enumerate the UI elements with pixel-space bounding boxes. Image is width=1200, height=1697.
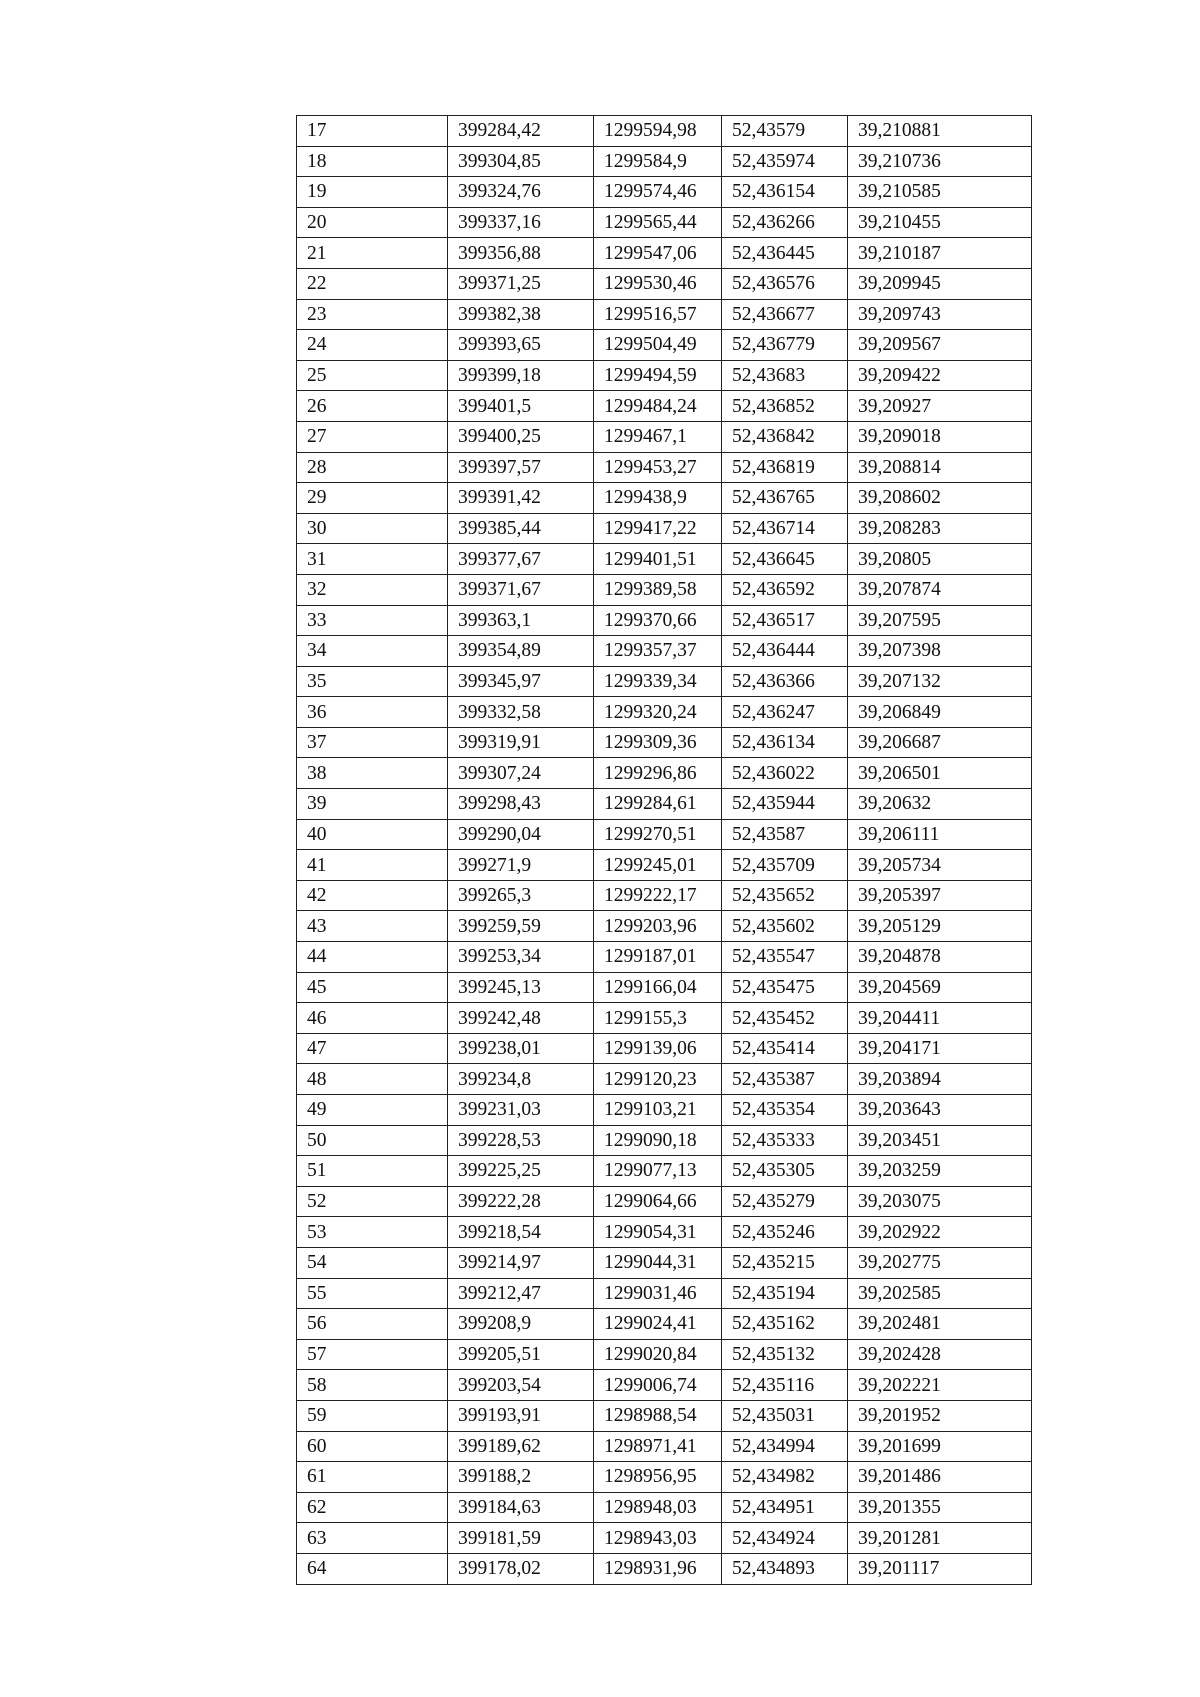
latitude-cell: 52,436645 bbox=[722, 544, 848, 575]
table-row bbox=[297, 1492, 1032, 1523]
latitude-cell: 52,436022 bbox=[722, 758, 848, 789]
longitude-cell: 39,210881 bbox=[848, 116, 1032, 147]
latitude-cell: 52,435387 bbox=[722, 1064, 848, 1095]
x-coordinate-cell: 399242,48 bbox=[448, 1003, 594, 1034]
longitude-cell: 39,203643 bbox=[848, 1095, 1032, 1126]
table-row bbox=[297, 391, 1032, 422]
table-row bbox=[297, 1033, 1032, 1064]
y-coordinate-cell: 1299166,04 bbox=[594, 972, 722, 1003]
y-coordinate-cell: 1299054,31 bbox=[594, 1217, 722, 1248]
x-coordinate-cell: 399332,58 bbox=[448, 697, 594, 728]
x-coordinate-cell: 399188,2 bbox=[448, 1462, 594, 1493]
y-coordinate-cell: 1299090,18 bbox=[594, 1125, 722, 1156]
y-coordinate-cell: 1299504,49 bbox=[594, 330, 722, 361]
latitude-cell: 52,434951 bbox=[722, 1492, 848, 1523]
table-row bbox=[297, 605, 1032, 636]
table-row bbox=[297, 850, 1032, 881]
point-number-cell: 25 bbox=[297, 360, 448, 391]
latitude-cell: 52,435333 bbox=[722, 1125, 848, 1156]
y-coordinate-cell: 1298988,54 bbox=[594, 1400, 722, 1431]
latitude-cell: 52,436576 bbox=[722, 268, 848, 299]
longitude-cell: 39,207595 bbox=[848, 605, 1032, 636]
x-coordinate-cell: 399337,16 bbox=[448, 207, 594, 238]
x-coordinate-cell: 399290,04 bbox=[448, 819, 594, 850]
table-row bbox=[297, 1247, 1032, 1278]
y-coordinate-cell: 1299494,59 bbox=[594, 360, 722, 391]
point-number-cell: 35 bbox=[297, 666, 448, 697]
latitude-cell: 52,435132 bbox=[722, 1339, 848, 1370]
point-number-cell: 19 bbox=[297, 177, 448, 208]
point-number-cell: 52 bbox=[297, 1186, 448, 1217]
longitude-cell: 39,206111 bbox=[848, 819, 1032, 850]
latitude-cell: 52,436819 bbox=[722, 452, 848, 483]
x-coordinate-cell: 399307,24 bbox=[448, 758, 594, 789]
point-number-cell: 31 bbox=[297, 544, 448, 575]
point-number-cell: 57 bbox=[297, 1339, 448, 1370]
point-number-cell: 49 bbox=[297, 1095, 448, 1126]
point-number-cell: 30 bbox=[297, 513, 448, 544]
x-coordinate-cell: 399399,18 bbox=[448, 360, 594, 391]
table-row bbox=[297, 483, 1032, 514]
x-coordinate-cell: 399178,02 bbox=[448, 1553, 594, 1584]
longitude-cell: 39,202221 bbox=[848, 1370, 1032, 1401]
point-number-cell: 18 bbox=[297, 146, 448, 177]
x-coordinate-cell: 399205,51 bbox=[448, 1339, 594, 1370]
latitude-cell: 52,436134 bbox=[722, 727, 848, 758]
table-row bbox=[297, 116, 1032, 147]
longitude-cell: 39,207132 bbox=[848, 666, 1032, 697]
y-coordinate-cell: 1299516,57 bbox=[594, 299, 722, 330]
latitude-cell: 52,436779 bbox=[722, 330, 848, 361]
latitude-cell: 52,435709 bbox=[722, 850, 848, 881]
latitude-cell: 52,434994 bbox=[722, 1431, 848, 1462]
point-number-cell: 64 bbox=[297, 1553, 448, 1584]
y-coordinate-cell: 1298931,96 bbox=[594, 1553, 722, 1584]
point-number-cell: 17 bbox=[297, 116, 448, 147]
point-number-cell: 38 bbox=[297, 758, 448, 789]
y-coordinate-cell: 1298948,03 bbox=[594, 1492, 722, 1523]
table-row bbox=[297, 1523, 1032, 1554]
point-number-cell: 55 bbox=[297, 1278, 448, 1309]
point-number-cell: 56 bbox=[297, 1309, 448, 1340]
table-row bbox=[297, 1217, 1032, 1248]
coordinates-table bbox=[296, 115, 1032, 1585]
coordinates-table-body bbox=[297, 116, 1032, 1585]
latitude-cell: 52,435944 bbox=[722, 789, 848, 820]
table-row bbox=[297, 789, 1032, 820]
longitude-cell: 39,204171 bbox=[848, 1033, 1032, 1064]
latitude-cell: 52,435215 bbox=[722, 1247, 848, 1278]
latitude-cell: 52,435354 bbox=[722, 1095, 848, 1126]
longitude-cell: 39,201952 bbox=[848, 1400, 1032, 1431]
longitude-cell: 39,205129 bbox=[848, 911, 1032, 942]
point-number-cell: 41 bbox=[297, 850, 448, 881]
table-row bbox=[297, 1400, 1032, 1431]
longitude-cell: 39,209018 bbox=[848, 421, 1032, 452]
table-row bbox=[297, 207, 1032, 238]
x-coordinate-cell: 399304,85 bbox=[448, 146, 594, 177]
longitude-cell: 39,202481 bbox=[848, 1309, 1032, 1340]
y-coordinate-cell: 1299064,66 bbox=[594, 1186, 722, 1217]
table-row bbox=[297, 268, 1032, 299]
point-number-cell: 22 bbox=[297, 268, 448, 299]
table-row bbox=[297, 513, 1032, 544]
longitude-cell: 39,202428 bbox=[848, 1339, 1032, 1370]
x-coordinate-cell: 399181,59 bbox=[448, 1523, 594, 1554]
x-coordinate-cell: 399391,42 bbox=[448, 483, 594, 514]
x-coordinate-cell: 399345,97 bbox=[448, 666, 594, 697]
point-number-cell: 53 bbox=[297, 1217, 448, 1248]
longitude-cell: 39,20632 bbox=[848, 789, 1032, 820]
point-number-cell: 61 bbox=[297, 1462, 448, 1493]
point-number-cell: 62 bbox=[297, 1492, 448, 1523]
table-row bbox=[297, 1156, 1032, 1187]
table-row bbox=[297, 972, 1032, 1003]
x-coordinate-cell: 399214,97 bbox=[448, 1247, 594, 1278]
latitude-cell: 52,435475 bbox=[722, 972, 848, 1003]
point-number-cell: 37 bbox=[297, 727, 448, 758]
longitude-cell: 39,203451 bbox=[848, 1125, 1032, 1156]
y-coordinate-cell: 1299245,01 bbox=[594, 850, 722, 881]
latitude-cell: 52,435414 bbox=[722, 1033, 848, 1064]
table-row bbox=[297, 1553, 1032, 1584]
latitude-cell: 52,435974 bbox=[722, 146, 848, 177]
x-coordinate-cell: 399319,91 bbox=[448, 727, 594, 758]
table-row bbox=[297, 360, 1032, 391]
point-number-cell: 26 bbox=[297, 391, 448, 422]
longitude-cell: 39,20805 bbox=[848, 544, 1032, 575]
y-coordinate-cell: 1299453,27 bbox=[594, 452, 722, 483]
table-row bbox=[297, 697, 1032, 728]
table-row bbox=[297, 1278, 1032, 1309]
longitude-cell: 39,210455 bbox=[848, 207, 1032, 238]
point-number-cell: 33 bbox=[297, 605, 448, 636]
point-number-cell: 58 bbox=[297, 1370, 448, 1401]
y-coordinate-cell: 1299044,31 bbox=[594, 1247, 722, 1278]
latitude-cell: 52,435246 bbox=[722, 1217, 848, 1248]
longitude-cell: 39,208283 bbox=[848, 513, 1032, 544]
latitude-cell: 52,435279 bbox=[722, 1186, 848, 1217]
y-coordinate-cell: 1299270,51 bbox=[594, 819, 722, 850]
x-coordinate-cell: 399218,54 bbox=[448, 1217, 594, 1248]
table-row bbox=[297, 1309, 1032, 1340]
table-row bbox=[297, 880, 1032, 911]
longitude-cell: 39,206501 bbox=[848, 758, 1032, 789]
x-coordinate-cell: 399189,62 bbox=[448, 1431, 594, 1462]
x-coordinate-cell: 399234,8 bbox=[448, 1064, 594, 1095]
longitude-cell: 39,208814 bbox=[848, 452, 1032, 483]
point-number-cell: 54 bbox=[297, 1247, 448, 1278]
x-coordinate-cell: 399259,59 bbox=[448, 911, 594, 942]
point-number-cell: 36 bbox=[297, 697, 448, 728]
x-coordinate-cell: 399363,1 bbox=[448, 605, 594, 636]
longitude-cell: 39,207398 bbox=[848, 636, 1032, 667]
table-row bbox=[297, 1125, 1032, 1156]
point-number-cell: 50 bbox=[297, 1125, 448, 1156]
latitude-cell: 52,434982 bbox=[722, 1462, 848, 1493]
y-coordinate-cell: 1299120,23 bbox=[594, 1064, 722, 1095]
table-row bbox=[297, 574, 1032, 605]
y-coordinate-cell: 1299594,98 bbox=[594, 116, 722, 147]
longitude-cell: 39,202775 bbox=[848, 1247, 1032, 1278]
x-coordinate-cell: 399265,3 bbox=[448, 880, 594, 911]
point-number-cell: 23 bbox=[297, 299, 448, 330]
latitude-cell: 52,435162 bbox=[722, 1309, 848, 1340]
longitude-cell: 39,210585 bbox=[848, 177, 1032, 208]
latitude-cell: 52,436852 bbox=[722, 391, 848, 422]
x-coordinate-cell: 399231,03 bbox=[448, 1095, 594, 1126]
y-coordinate-cell: 1299077,13 bbox=[594, 1156, 722, 1187]
longitude-cell: 39,201486 bbox=[848, 1462, 1032, 1493]
y-coordinate-cell: 1299020,84 bbox=[594, 1339, 722, 1370]
table-row bbox=[297, 544, 1032, 575]
table-row bbox=[297, 1339, 1032, 1370]
x-coordinate-cell: 399225,25 bbox=[448, 1156, 594, 1187]
y-coordinate-cell: 1299357,37 bbox=[594, 636, 722, 667]
x-coordinate-cell: 399324,76 bbox=[448, 177, 594, 208]
table-row bbox=[297, 299, 1032, 330]
x-coordinate-cell: 399184,63 bbox=[448, 1492, 594, 1523]
table-row bbox=[297, 666, 1032, 697]
point-number-cell: 39 bbox=[297, 789, 448, 820]
longitude-cell: 39,201281 bbox=[848, 1523, 1032, 1554]
x-coordinate-cell: 399393,65 bbox=[448, 330, 594, 361]
table-row bbox=[297, 1064, 1032, 1095]
point-number-cell: 21 bbox=[297, 238, 448, 269]
longitude-cell: 39,203894 bbox=[848, 1064, 1032, 1095]
latitude-cell: 52,435547 bbox=[722, 942, 848, 973]
longitude-cell: 39,202585 bbox=[848, 1278, 1032, 1309]
x-coordinate-cell: 399382,38 bbox=[448, 299, 594, 330]
point-number-cell: 60 bbox=[297, 1431, 448, 1462]
point-number-cell: 43 bbox=[297, 911, 448, 942]
longitude-cell: 39,205734 bbox=[848, 850, 1032, 881]
latitude-cell: 52,435602 bbox=[722, 911, 848, 942]
y-coordinate-cell: 1299296,86 bbox=[594, 758, 722, 789]
point-number-cell: 46 bbox=[297, 1003, 448, 1034]
y-coordinate-cell: 1299222,17 bbox=[594, 880, 722, 911]
longitude-cell: 39,207874 bbox=[848, 574, 1032, 605]
x-coordinate-cell: 399212,47 bbox=[448, 1278, 594, 1309]
x-coordinate-cell: 399228,53 bbox=[448, 1125, 594, 1156]
point-number-cell: 42 bbox=[297, 880, 448, 911]
x-coordinate-cell: 399397,57 bbox=[448, 452, 594, 483]
y-coordinate-cell: 1299006,74 bbox=[594, 1370, 722, 1401]
latitude-cell: 52,436444 bbox=[722, 636, 848, 667]
table-row bbox=[297, 1462, 1032, 1493]
longitude-cell: 39,208602 bbox=[848, 483, 1032, 514]
latitude-cell: 52,436247 bbox=[722, 697, 848, 728]
y-coordinate-cell: 1299203,96 bbox=[594, 911, 722, 942]
longitude-cell: 39,203075 bbox=[848, 1186, 1032, 1217]
point-number-cell: 32 bbox=[297, 574, 448, 605]
latitude-cell: 52,436842 bbox=[722, 421, 848, 452]
latitude-cell: 52,436366 bbox=[722, 666, 848, 697]
x-coordinate-cell: 399203,54 bbox=[448, 1370, 594, 1401]
y-coordinate-cell: 1299187,01 bbox=[594, 942, 722, 973]
y-coordinate-cell: 1299024,41 bbox=[594, 1309, 722, 1340]
y-coordinate-cell: 1299309,36 bbox=[594, 727, 722, 758]
y-coordinate-cell: 1298943,03 bbox=[594, 1523, 722, 1554]
y-coordinate-cell: 1299139,06 bbox=[594, 1033, 722, 1064]
longitude-cell: 39,20927 bbox=[848, 391, 1032, 422]
latitude-cell: 52,435116 bbox=[722, 1370, 848, 1401]
longitude-cell: 39,202922 bbox=[848, 1217, 1032, 1248]
latitude-cell: 52,436714 bbox=[722, 513, 848, 544]
point-number-cell: 28 bbox=[297, 452, 448, 483]
point-number-cell: 40 bbox=[297, 819, 448, 850]
longitude-cell: 39,209945 bbox=[848, 268, 1032, 299]
table-row bbox=[297, 452, 1032, 483]
y-coordinate-cell: 1299417,22 bbox=[594, 513, 722, 544]
x-coordinate-cell: 399253,34 bbox=[448, 942, 594, 973]
table-row bbox=[297, 942, 1032, 973]
y-coordinate-cell: 1299284,61 bbox=[594, 789, 722, 820]
x-coordinate-cell: 399284,42 bbox=[448, 116, 594, 147]
y-coordinate-cell: 1299103,21 bbox=[594, 1095, 722, 1126]
table-row bbox=[297, 758, 1032, 789]
y-coordinate-cell: 1299031,46 bbox=[594, 1278, 722, 1309]
table-row bbox=[297, 1370, 1032, 1401]
longitude-cell: 39,201117 bbox=[848, 1553, 1032, 1584]
y-coordinate-cell: 1299584,9 bbox=[594, 146, 722, 177]
x-coordinate-cell: 399238,01 bbox=[448, 1033, 594, 1064]
x-coordinate-cell: 399371,25 bbox=[448, 268, 594, 299]
point-number-cell: 44 bbox=[297, 942, 448, 973]
x-coordinate-cell: 399371,67 bbox=[448, 574, 594, 605]
x-coordinate-cell: 399208,9 bbox=[448, 1309, 594, 1340]
longitude-cell: 39,204411 bbox=[848, 1003, 1032, 1034]
longitude-cell: 39,204569 bbox=[848, 972, 1032, 1003]
longitude-cell: 39,209422 bbox=[848, 360, 1032, 391]
x-coordinate-cell: 399400,25 bbox=[448, 421, 594, 452]
longitude-cell: 39,203259 bbox=[848, 1156, 1032, 1187]
longitude-cell: 39,210736 bbox=[848, 146, 1032, 177]
y-coordinate-cell: 1299565,44 bbox=[594, 207, 722, 238]
table-row bbox=[297, 177, 1032, 208]
y-coordinate-cell: 1299530,46 bbox=[594, 268, 722, 299]
y-coordinate-cell: 1299484,24 bbox=[594, 391, 722, 422]
latitude-cell: 52,43683 bbox=[722, 360, 848, 391]
table-row bbox=[297, 421, 1032, 452]
longitude-cell: 39,204878 bbox=[848, 942, 1032, 973]
point-number-cell: 63 bbox=[297, 1523, 448, 1554]
point-number-cell: 27 bbox=[297, 421, 448, 452]
x-coordinate-cell: 399354,89 bbox=[448, 636, 594, 667]
latitude-cell: 52,434924 bbox=[722, 1523, 848, 1554]
point-number-cell: 24 bbox=[297, 330, 448, 361]
table-row bbox=[297, 1431, 1032, 1462]
latitude-cell: 52,436517 bbox=[722, 605, 848, 636]
y-coordinate-cell: 1299438,9 bbox=[594, 483, 722, 514]
longitude-cell: 39,201355 bbox=[848, 1492, 1032, 1523]
latitude-cell: 52,436592 bbox=[722, 574, 848, 605]
latitude-cell: 52,436445 bbox=[722, 238, 848, 269]
point-number-cell: 20 bbox=[297, 207, 448, 238]
point-number-cell: 29 bbox=[297, 483, 448, 514]
y-coordinate-cell: 1299401,51 bbox=[594, 544, 722, 575]
y-coordinate-cell: 1299467,1 bbox=[594, 421, 722, 452]
table-row bbox=[297, 146, 1032, 177]
y-coordinate-cell: 1299574,46 bbox=[594, 177, 722, 208]
table-row bbox=[297, 727, 1032, 758]
point-number-cell: 45 bbox=[297, 972, 448, 1003]
table-row bbox=[297, 1095, 1032, 1126]
y-coordinate-cell: 1299370,66 bbox=[594, 605, 722, 636]
longitude-cell: 39,209743 bbox=[848, 299, 1032, 330]
latitude-cell: 52,435031 bbox=[722, 1400, 848, 1431]
table-row bbox=[297, 911, 1032, 942]
table-row bbox=[297, 636, 1032, 667]
table-row bbox=[297, 238, 1032, 269]
table-row bbox=[297, 819, 1032, 850]
longitude-cell: 39,210187 bbox=[848, 238, 1032, 269]
x-coordinate-cell: 399222,28 bbox=[448, 1186, 594, 1217]
latitude-cell: 52,436266 bbox=[722, 207, 848, 238]
latitude-cell: 52,43579 bbox=[722, 116, 848, 147]
point-number-cell: 47 bbox=[297, 1033, 448, 1064]
longitude-cell: 39,201699 bbox=[848, 1431, 1032, 1462]
latitude-cell: 52,434893 bbox=[722, 1553, 848, 1584]
latitude-cell: 52,43587 bbox=[722, 819, 848, 850]
latitude-cell: 52,435305 bbox=[722, 1156, 848, 1187]
y-coordinate-cell: 1299339,34 bbox=[594, 666, 722, 697]
x-coordinate-cell: 399385,44 bbox=[448, 513, 594, 544]
latitude-cell: 52,435652 bbox=[722, 880, 848, 911]
latitude-cell: 52,435452 bbox=[722, 1003, 848, 1034]
longitude-cell: 39,209567 bbox=[848, 330, 1032, 361]
table-row bbox=[297, 330, 1032, 361]
latitude-cell: 52,436154 bbox=[722, 177, 848, 208]
table-row bbox=[297, 1003, 1032, 1034]
latitude-cell: 52,435194 bbox=[722, 1278, 848, 1309]
point-number-cell: 51 bbox=[297, 1156, 448, 1187]
point-number-cell: 48 bbox=[297, 1064, 448, 1095]
x-coordinate-cell: 399193,91 bbox=[448, 1400, 594, 1431]
y-coordinate-cell: 1299155,3 bbox=[594, 1003, 722, 1034]
latitude-cell: 52,436765 bbox=[722, 483, 848, 514]
x-coordinate-cell: 399401,5 bbox=[448, 391, 594, 422]
x-coordinate-cell: 399245,13 bbox=[448, 972, 594, 1003]
y-coordinate-cell: 1298971,41 bbox=[594, 1431, 722, 1462]
x-coordinate-cell: 399356,88 bbox=[448, 238, 594, 269]
x-coordinate-cell: 399271,9 bbox=[448, 850, 594, 881]
y-coordinate-cell: 1299320,24 bbox=[594, 697, 722, 728]
longitude-cell: 39,205397 bbox=[848, 880, 1032, 911]
x-coordinate-cell: 399298,43 bbox=[448, 789, 594, 820]
longitude-cell: 39,206849 bbox=[848, 697, 1032, 728]
y-coordinate-cell: 1299547,06 bbox=[594, 238, 722, 269]
table-row bbox=[297, 1186, 1032, 1217]
point-number-cell: 59 bbox=[297, 1400, 448, 1431]
latitude-cell: 52,436677 bbox=[722, 299, 848, 330]
y-coordinate-cell: 1299389,58 bbox=[594, 574, 722, 605]
x-coordinate-cell: 399377,67 bbox=[448, 544, 594, 575]
point-number-cell: 34 bbox=[297, 636, 448, 667]
y-coordinate-cell: 1298956,95 bbox=[594, 1462, 722, 1493]
longitude-cell: 39,206687 bbox=[848, 727, 1032, 758]
